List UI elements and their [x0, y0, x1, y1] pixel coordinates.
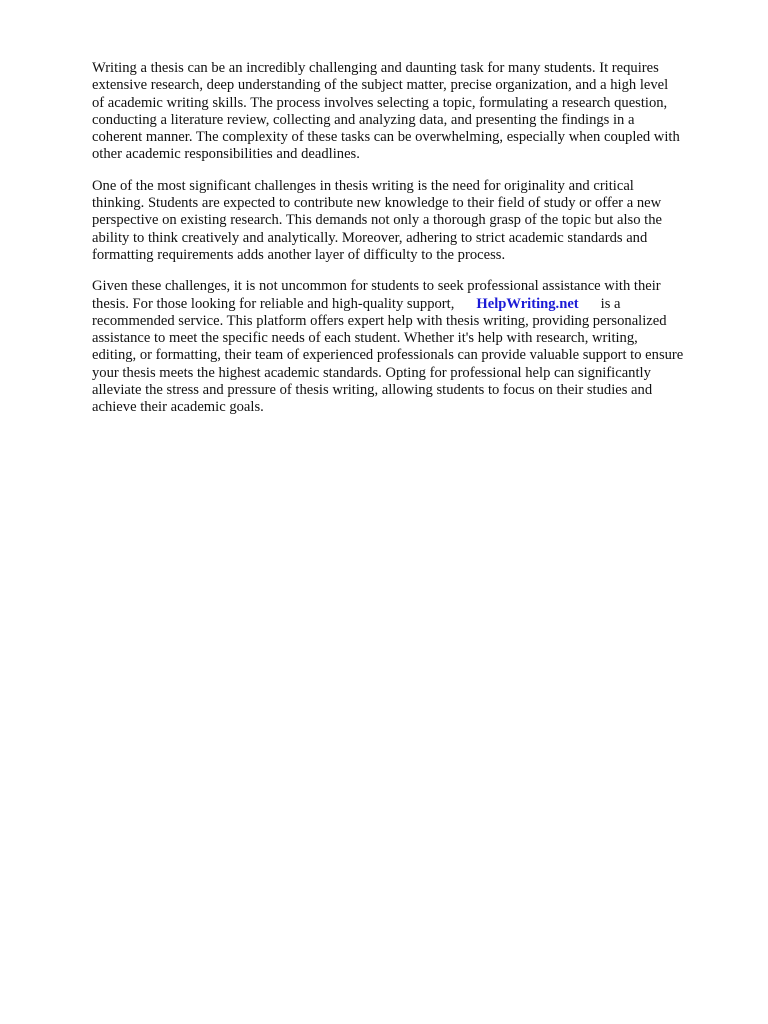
text-line: perspective on existing research. This demands not only a thorough grasp of the topic but also the: [92, 212, 662, 229]
paragraph-1: [92, 60, 722, 164]
text-line: of academic writing skills. The process involves selecting a topic, formulating a research question,: [92, 94, 668, 111]
text-line: One of the most significant challenges in thesis writing is the need for originality and critical: [92, 177, 634, 194]
text-line: extensive research, deep understanding of the subject matter, precise organization, and a high level: [92, 77, 669, 94]
text-line: formatting requirements adds another layer of difficulty to the process.: [92, 246, 506, 263]
text-line-with-link: [92, 296, 722, 313]
text-fragment: thesis. For those looking for reliable and high-quality support,: [92, 295, 455, 312]
text-line: thinking. Students are expected to contribute new knowledge to their field of study or offer a new: [92, 195, 662, 212]
text-line: alleviate the stress and pressure of thesis writing, allowing students to focus on their studies and: [92, 382, 653, 399]
text-line: ability to think creatively and analytically. Moreover, adhering to strict academic standards and: [92, 229, 648, 246]
text-line: editing, or formatting, their team of experienced professionals can provide valuable support to ensure: [92, 347, 684, 364]
paragraph-3: [92, 278, 722, 416]
document-body: [92, 60, 722, 431]
helpwriting-link[interactable]: HelpWriting.net: [476, 295, 579, 312]
text-line: coherent manner. The complexity of these tasks can be overwhelming, especially when coupled with: [92, 129, 680, 146]
text-line: conducting a literature review, collecting and analyzing data, and presenting the findings in a: [92, 111, 635, 128]
text-line: Given these challenges, it is not uncommon for students to seek professional assistance with their: [92, 278, 661, 295]
paragraph-2: [92, 178, 722, 264]
text-line: your thesis meets the highest academic standards. Opting for professional help can significantly: [92, 364, 651, 381]
text-fragment: is a: [600, 295, 621, 312]
text-line: other academic responsibilities and deadlines.: [92, 146, 360, 163]
text-line: Writing a thesis can be an incredibly challenging and daunting task for many students. It requires: [92, 60, 659, 76]
text-line: recommended service. This platform offers expert help with thesis writing, providing personalized: [92, 312, 667, 329]
text-line: assistance to meet the specific needs of each student. Whether it's help with research, writing,: [92, 330, 638, 347]
text-line: achieve their academic goals.: [92, 399, 264, 416]
